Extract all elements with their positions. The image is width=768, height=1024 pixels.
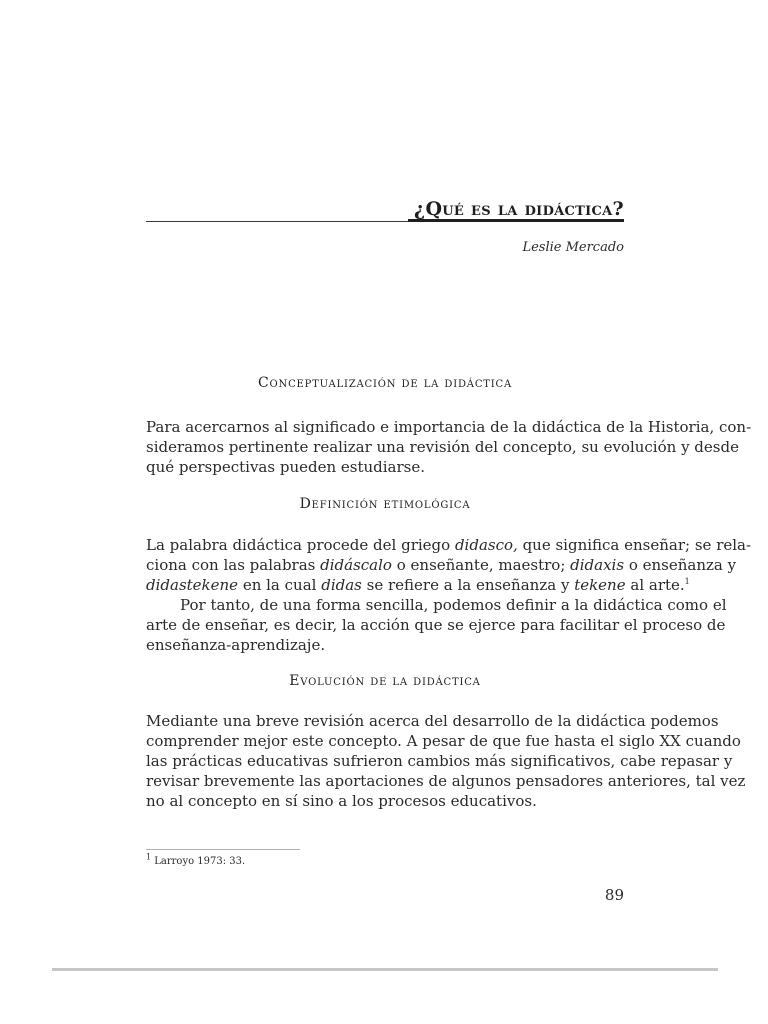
author-name: Leslie Mercado: [522, 240, 624, 255]
section-heading-conceptualizacion: Conceptualización de la didáctica: [258, 375, 512, 391]
text-line: comprender mejor este concepto. A pesar de que fue hasta el siglo XX cuando: [146, 732, 741, 750]
text-run: que significa enseñar; se rela-: [517, 536, 752, 554]
text-line: [146, 555, 737, 575]
footnote-reference: 1: [684, 577, 690, 586]
text-line: arte de enseñar, es decir, la acción que se ejerce para facilitar el proceso de: [146, 616, 726, 634]
term-tekene: tekene: [574, 576, 626, 594]
viewer-bottom-bar: [52, 968, 718, 971]
paragraph-conceptualizacion: [146, 417, 752, 477]
paragraph-evolucion: [146, 711, 746, 811]
text-line: enseñanza-aprendizaje.: [146, 636, 326, 654]
text-line: Para acercarnos al significado e importancia de la didáctica de la Historia, con-: [146, 418, 752, 436]
text-line: revisar brevemente las aportaciones de algunos pensadores anteriores, tal vez: [146, 772, 746, 790]
text-line: [146, 575, 690, 595]
term-didastekene: didastekene: [146, 576, 239, 594]
text-run: La palabra didáctica procede del griego: [146, 536, 455, 554]
text-run: en la cual: [238, 576, 322, 594]
text-run: o enseñanza y: [624, 556, 737, 574]
term-didaxis: didaxis: [570, 556, 625, 574]
text-line: [146, 535, 752, 555]
text-run: al arte.: [625, 576, 685, 594]
term-didasco: didasco,: [454, 536, 518, 554]
paragraph-definicion-2: [146, 595, 727, 655]
footnote: [146, 852, 246, 867]
text-line: sideramos pertinente realizar una revisión del concepto, su evolución y desde: [146, 438, 739, 456]
section-heading-evolucion: Evolución de la didáctica: [289, 673, 481, 689]
text-line: las prácticas educativas sufrieron cambios más significativos, cabe repasar y: [146, 752, 733, 770]
text-line: Por tanto, de una forma sencilla, podemos definir a la didáctica como el: [180, 596, 727, 614]
text-run: o enseñante, maestro;: [391, 556, 571, 574]
page-number: 89: [604, 886, 624, 904]
text-run: ciona con las palabras: [146, 556, 321, 574]
footnote-text: Larroyo 1973: 33.: [151, 856, 246, 867]
text-line: no al concepto en sí sino a los procesos educativos.: [146, 792, 537, 810]
text-line: qué perspectivas pueden estudiarse.: [146, 458, 426, 476]
paragraph-definicion-1: [146, 535, 752, 595]
footnote-marker: 1: [146, 852, 152, 862]
chapter-title: ¿Qué es la didáctica?: [414, 198, 624, 220]
term-didascalo: didáscalo: [320, 556, 392, 574]
term-didas: didas: [321, 576, 362, 594]
text-line: Mediante una breve revisión acerca del desarrollo de la didáctica podemos: [146, 712, 719, 730]
text-run: se refiere a la enseñanza y: [361, 576, 575, 594]
footnote-rule: [146, 849, 300, 850]
section-heading-definicion: Definición etimológica: [299, 496, 471, 512]
